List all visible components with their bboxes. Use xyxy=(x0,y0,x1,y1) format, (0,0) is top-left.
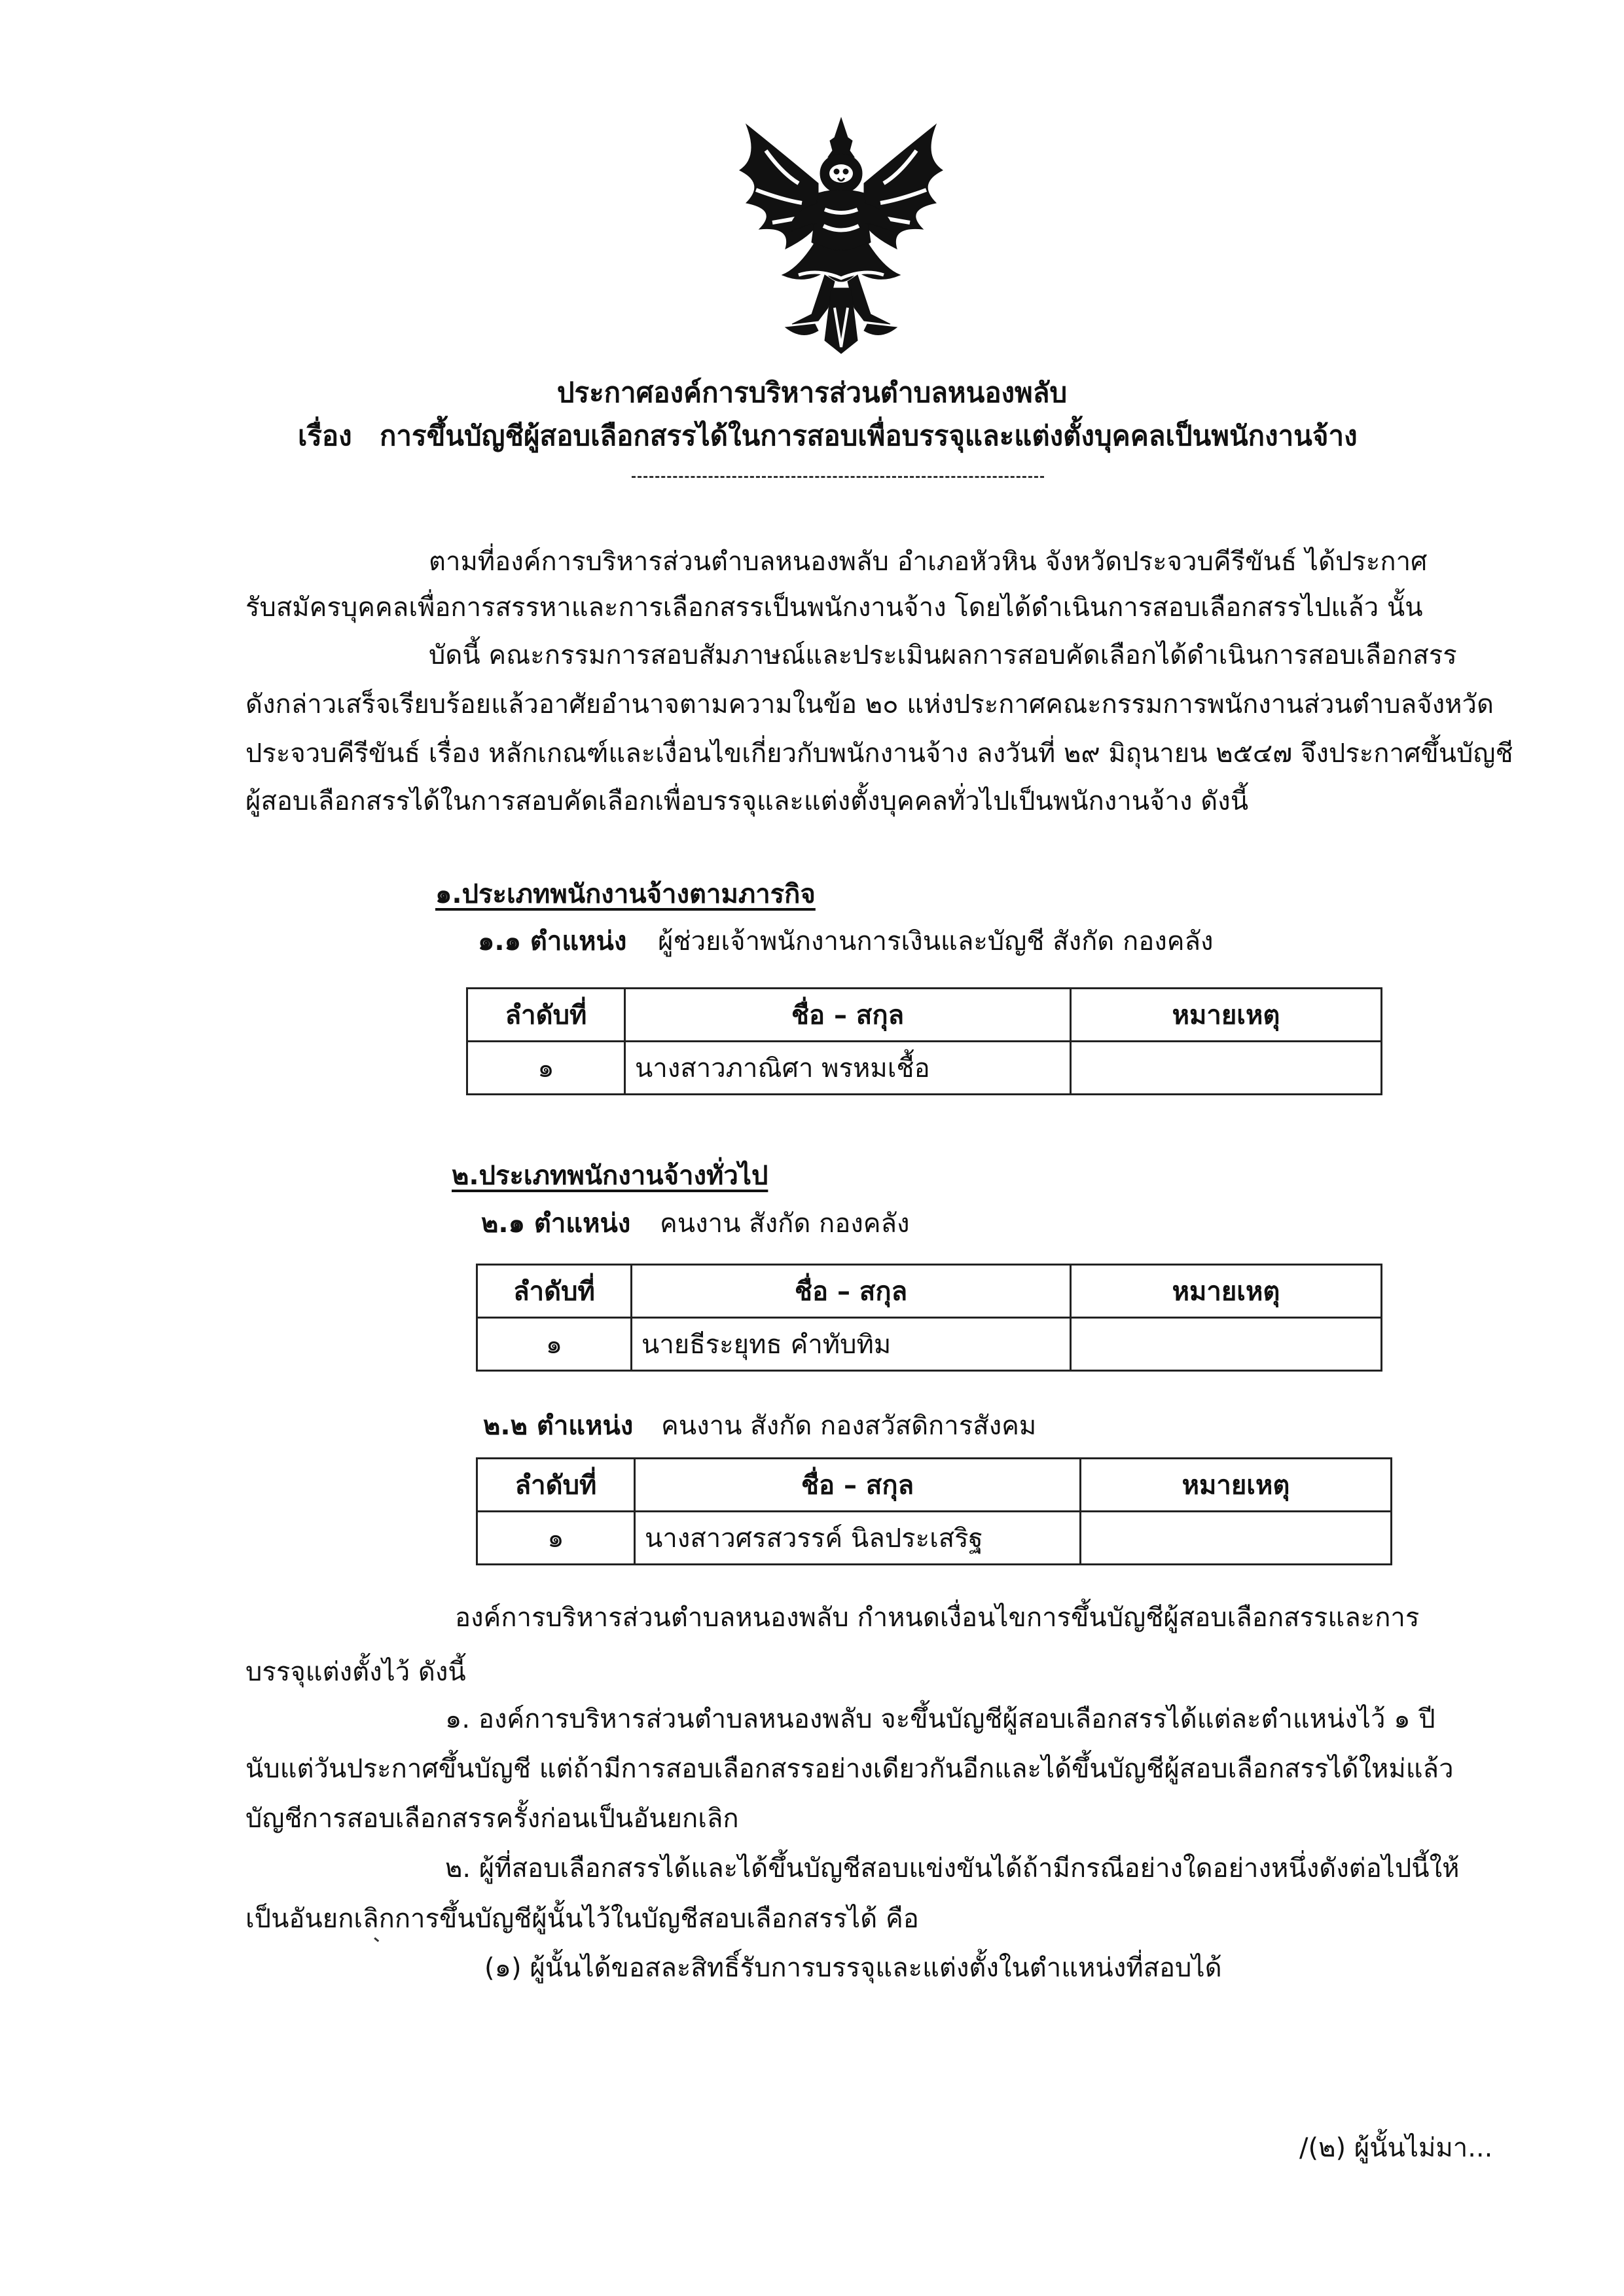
header-remark: หมายเหตุ xyxy=(1071,989,1382,1042)
cell-order: ๑ xyxy=(467,1042,625,1095)
table-position-2-2 xyxy=(476,1457,1392,1565)
subject-text: การขึ้นบัญชีผู้สอบเลือกสรรได้ในการสอบเพื่อบรรจุและแต่งตั้งบุคคลเป็นพนักงานจ้าง xyxy=(380,420,1358,452)
cell-name: นายธีระยุทธ คำทับทิม xyxy=(632,1318,1071,1371)
table-row xyxy=(467,1042,1382,1095)
table-row xyxy=(477,1318,1382,1371)
intro-line-2: รับสมัครบุคคลเพื่อการสรรหาและการเลือกสรรเป็นพนักงานจ้าง โดยได้ดำเนินการสอบเลือกสรรไปแล้ว นั้น xyxy=(245,592,1423,623)
header-remark: หมายเหตุ xyxy=(1071,1265,1382,1318)
cell-name: นางสาวภาณิศา พรหมเชื้อ xyxy=(625,1042,1071,1095)
position-2-1-detail: คนงาน สังกัด กองคลัง xyxy=(660,1209,910,1239)
condition-2-sub-1: (๑) ผู้นั้นได้ขอสละสิทธิ์รับการบรรจุและแต่งตั้งในตำแหน่งที่สอบได้ xyxy=(484,1953,1222,1983)
table-header-row xyxy=(467,989,1382,1042)
condition-1-line-2: นับแต่วันประกาศขึ้นบัญชี แต่ถ้ามีการสอบเลือกสรรอย่างเดียวกันอีกและได้ขึ้นบัญชีผู้สอบเลือกสรรได้ใหม่แล้ว xyxy=(245,1754,1454,1784)
intro-line-1: ตามที่องค์การบริหารส่วนตำบลหนองพลับ อำเภอหัวหิน จังหวัดประจวบคีรีขันธ์ ได้ประกาศ xyxy=(429,547,1428,577)
cell-remark xyxy=(1071,1042,1382,1095)
table-header-row xyxy=(477,1459,1392,1512)
cell-order: ๑ xyxy=(477,1512,635,1565)
table-row xyxy=(477,1512,1392,1565)
condition-1-line-1: ๑. องค์การบริหารส่วนตำบลหนองพลับ จะขึ้นบัญชีผู้สอบเลือกสรรได้แต่ละตำแหน่งไว้ ๑ ปี xyxy=(445,1704,1435,1734)
header-order: ลำดับที่ xyxy=(477,1459,635,1512)
position-1-1-detail: ผู้ช่วยเจ้าพนักงานการเงินและบัญชี สังกัด กองคลัง xyxy=(658,926,1214,957)
title-divider xyxy=(632,476,1044,478)
intro-line-6: ผู้สอบเลือกสรรได้ในการสอบคัดเลือกเพื่อบรรจุและแต่งตั้งบุคคลทั่วไปเป็นพนักงานจ้าง ดังนี้ xyxy=(245,786,1249,816)
cell-order: ๑ xyxy=(477,1318,632,1371)
announcement-title: ประกาศองค์การบริหารส่วนตำบลหนองพลับ xyxy=(556,376,1068,409)
intro-line-3: บัดนี้ คณะกรรมการสอบสัมภาษณ์และประเมินผลการสอบคัดเลือกได้ดำเนินการสอบเลือกสรร xyxy=(429,640,1457,670)
section-2-heading: ๒.ประเภทพนักงานจ้างทั่วไป xyxy=(452,1161,768,1191)
header-name: ชื่อ – สกุล xyxy=(625,989,1071,1042)
header-order: ลำดับที่ xyxy=(467,989,625,1042)
section-1-heading: ๑.ประเภทพนักงานจ้างตามภารกิจ xyxy=(435,879,816,909)
position-1-1-number: ๑.๑ ตำแหน่ง xyxy=(478,926,627,957)
position-2-1-number: ๒.๑ ตำแหน่ง xyxy=(481,1209,631,1239)
condition-2-line-1: ๒. ผู้ที่สอบเลือกสรรได้และได้ขึ้นบัญชีสอบแข่งขันได้ถ้ามีกรณีอย่างใดอย่างหนึ่งดังต่อไปนี้ให้ xyxy=(445,1853,1460,1884)
header-order: ลำดับที่ xyxy=(477,1265,632,1318)
condition-2-line-2: เป็นอันยกเลิกการขึ้นบัญชีผู้นั้นไว้ในบัญชีสอบเลือกสรรได้ คือ xyxy=(245,1904,919,1934)
intro-line-4: ดังกล่าวเสร็จเรียบร้อยแล้วอาศัยอำนาจตามความในข้อ ๒๐ แห่งประกาศคณะกรรมการพนักงานส่วนตำบลจังหวัด xyxy=(245,689,1494,720)
header-name: ชื่อ – สกุล xyxy=(635,1459,1081,1512)
condition-1-line-3: บัญชีการสอบเลือกสรรครั้งก่อนเป็นอันยกเลิก xyxy=(245,1804,739,1834)
header-name: ชื่อ – สกุล xyxy=(632,1265,1071,1318)
subject-label: เรื่อง xyxy=(298,420,352,452)
table-position-2-1 xyxy=(476,1264,1382,1372)
cell-remark xyxy=(1071,1318,1382,1371)
conditions-line-2: บรรจุแต่งตั้งไว้ ดังนี้ xyxy=(245,1657,466,1687)
position-2-2-number: ๒.๒ ตำแหน่ง xyxy=(483,1411,634,1441)
stray-mark xyxy=(370,1937,379,1947)
header-remark: หมายเหตุ xyxy=(1081,1459,1392,1512)
table-header-row xyxy=(477,1265,1382,1318)
continuation-note: /(๒) ผู้นั้นไม่มา... xyxy=(1299,2133,1493,2163)
position-2-2-detail: คนงาน สังกัด กองสวัสดิการสังคม xyxy=(661,1411,1037,1441)
cell-name: นางสาวศรสวรรค์ นิลประเสริฐ xyxy=(635,1512,1081,1565)
garuda-emblem xyxy=(720,111,962,360)
intro-line-5: ประจวบคีรีขันธ์ เรื่อง หลักเกณฑ์และเงื่อนไขเกี่ยวกับพนักงานจ้าง ลงวันที่ ๒๙ มิถุนายน ๒๕๔๗ จึงประกาศขึ้นบัญชี xyxy=(245,738,1513,769)
conditions-line-1: องค์การบริหารส่วนตำบลหนองพลับ กำหนดเงื่อนไขการขึ้นบัญชีผู้สอบเลือกสรรและการ xyxy=(455,1603,1420,1633)
table-position-1-1 xyxy=(466,987,1382,1095)
cell-remark xyxy=(1081,1512,1392,1565)
